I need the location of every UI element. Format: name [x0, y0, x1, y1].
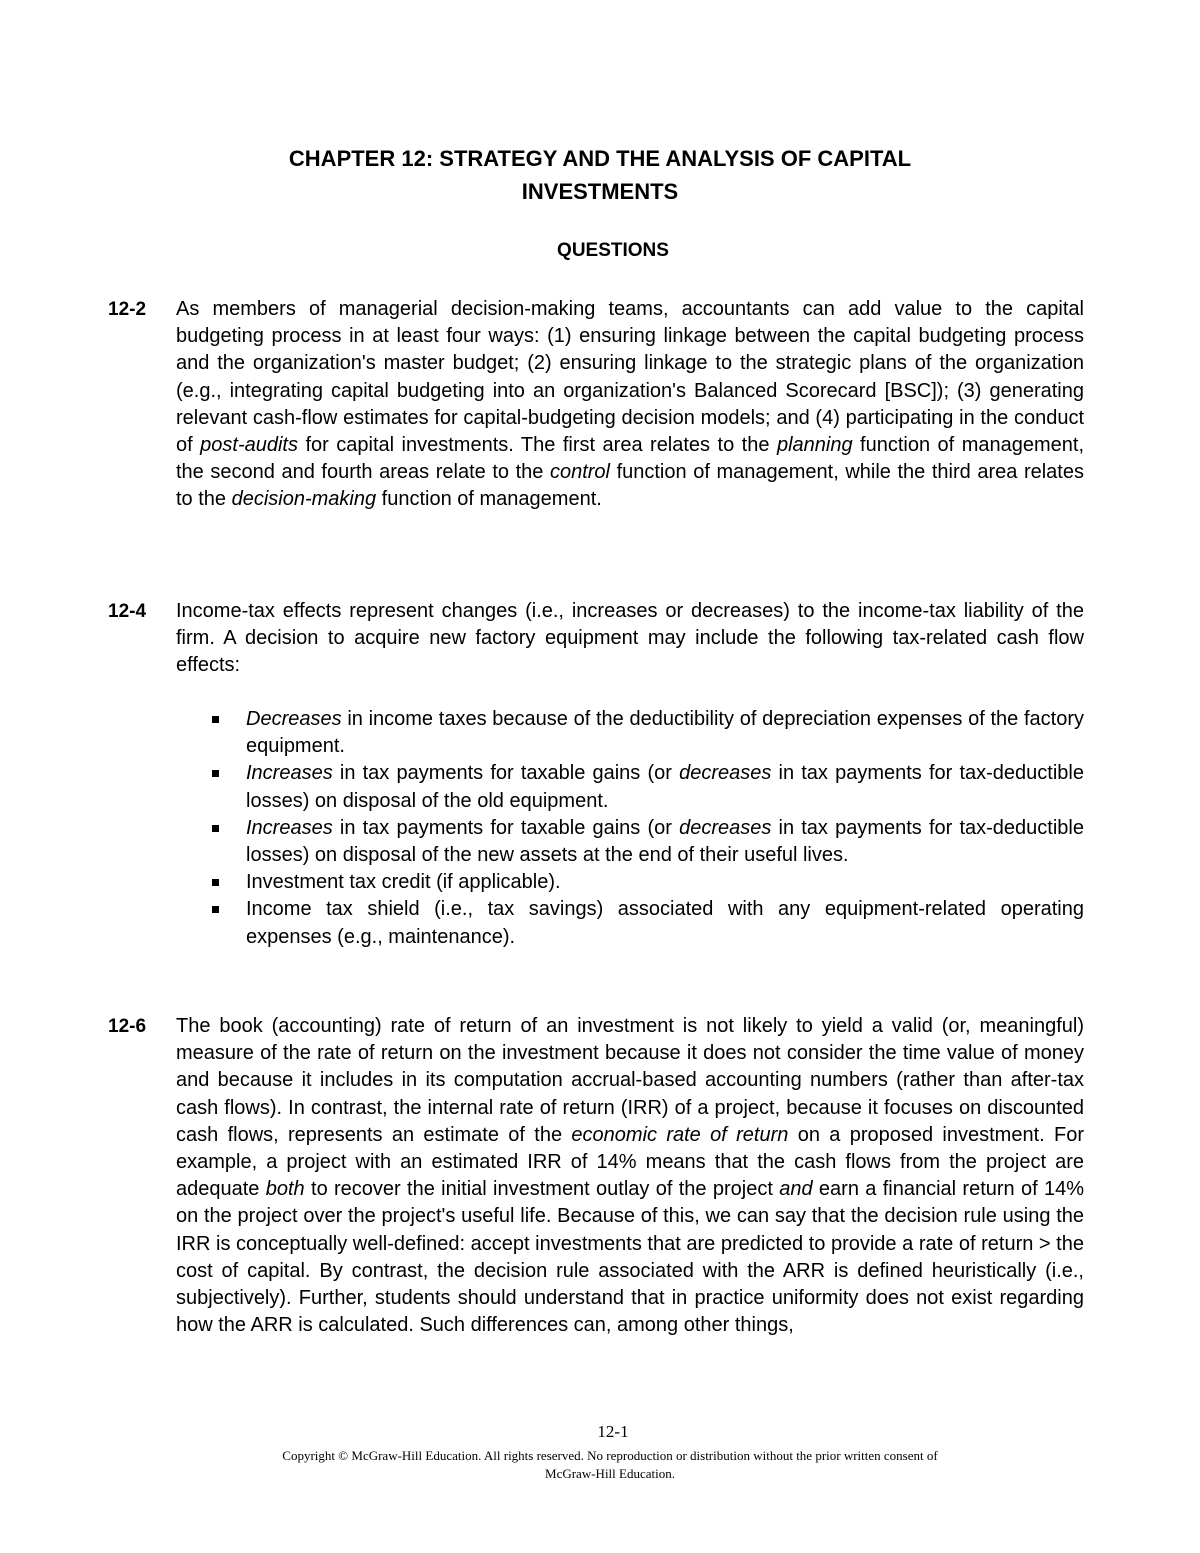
copyright-notice	[150, 1447, 1070, 1483]
copyright-line-2: McGraw-Hill Education.	[545, 1466, 675, 1481]
title-line-1: CHAPTER 12: STRATEGY AND THE ANALYSIS OF CAPITAL	[288, 146, 912, 171]
title-line-2: INVESTMENTS	[521, 179, 679, 204]
answer-emphasis: planning	[776, 434, 853, 457]
answer-emphasis: and	[779, 1178, 813, 1201]
square-bullet-icon	[212, 770, 219, 777]
item-text: in tax payments for taxable gains (or	[332, 816, 680, 839]
item-emphasis: Decreases	[246, 708, 342, 730]
question-answer-12-6	[176, 1013, 1084, 1339]
item-text: in tax payments for tax-deductible losses) on disposal of the new assets at the end of their useful lives.	[246, 816, 1084, 867]
answer-text: function of management, while the third area relates to the	[176, 461, 1084, 511]
answer-text: As members of managerial decision-making teams, accountants can add value to the capital budgeting process in at least four ways: (1) ensuring linkage between the capital budgeting process and the organization's master budget; (2) ensuring linkage to the strategic plans of the organization (e.g., integrating capital budgeting into an organization's Balanced Scorecard [BSC]); (3) generating relevant cash-flow estimates for capital-budgeting decision models; and (4) participating in the conduct of	[176, 298, 1084, 457]
answer-emphasis: decision-making	[231, 488, 377, 511]
item-emphasis: decreases	[679, 816, 772, 839]
list-item	[210, 760, 1084, 814]
list-item	[210, 706, 1084, 760]
item-emphasis: decreases	[679, 762, 772, 785]
list-item	[210, 869, 1084, 896]
copyright-line-1: Copyright © McGraw-Hill Education. All rights reserved. No reproduction or distribution without the prior written consent of	[282, 1448, 938, 1463]
page-title	[0, 142, 1200, 208]
item-text: in tax payments for taxable gains (or	[332, 762, 680, 785]
section-heading: QUESTIONS	[557, 240, 669, 261]
item-text: Investment tax credit (if applicable).	[246, 871, 561, 894]
answer-text: The book (accounting) rate of return of an investment is not likely to yield a valid (or, meaningful) measure of the rate of return on the investment because it does not consider the time value of money and because it includes in its computation accrual-based accounting numbers (rather than after-tax cash flows). In contrast, the internal rate of return (IRR) of a project, because it focuses on discounted cash flows, represents an estimate of the	[176, 1015, 1084, 1146]
square-bullet-icon	[212, 879, 219, 886]
answer-text: earn a financial return of 14% on the project over the project's useful life. Because of this, we can say that the decision rule using the IRR is conceptually well-defined: accept investments that are predicted to provide a rate of return > the cost of capital. By contrast, the decision rule associated with the ARR is defined heuristically (i.e., subjectively). Further, students should understand that in practice uniformity does not exist regarding how the ARR is calculated. Such differences can, among other things,	[176, 1178, 1085, 1337]
question-answer-12-2	[176, 296, 1084, 514]
answer-emphasis: post-audits	[200, 434, 298, 457]
question-number: 12-4	[108, 601, 147, 622]
item-emphasis: Increases	[246, 816, 333, 839]
answer-emphasis: both	[265, 1178, 305, 1201]
answer-text: function of management, the second and fourth areas relate to the	[176, 434, 1085, 484]
square-bullet-icon	[212, 825, 219, 832]
item-emphasis: Increases	[246, 762, 333, 785]
answer-text: on a proposed investment. For example, a project with an estimated IRR of 14% means that the cash flows from the project are adequate	[176, 1123, 1085, 1201]
answer-emphasis: economic rate of return	[571, 1123, 789, 1146]
answer-text: function of management.	[376, 488, 602, 511]
answer-emphasis: control	[549, 461, 610, 484]
question-number: 12-6	[108, 1016, 147, 1037]
square-bullet-icon	[212, 906, 219, 913]
list-item	[210, 815, 1084, 869]
tax-effects-list	[210, 706, 1084, 951]
item-text: in tax payments for tax-deductible losses) on disposal of the old equipment.	[246, 762, 1084, 812]
answer-text: for capital investments. The first area relates to the	[298, 434, 777, 457]
answer-text: to recover the initial investment outlay of the project	[304, 1178, 780, 1201]
item-text: Income tax shield (i.e., tax savings) associated with any equipment-related operating expenses (e.g., maintenance).	[246, 898, 1084, 948]
list-item	[210, 896, 1084, 950]
item-text: in income taxes because of the deductibility of depreciation expenses of the factory equipment.	[246, 708, 1084, 758]
square-bullet-icon	[212, 716, 219, 723]
question-answer-12-4: Income-tax effects represent changes (i.e., increases or decreases) to the income-tax liability of the firm. A decision to acquire new factory equipment may include the following tax-related cash flow effects:	[176, 600, 1084, 677]
page-number: 12-1	[597, 1422, 629, 1441]
question-number: 12-2	[108, 299, 147, 320]
